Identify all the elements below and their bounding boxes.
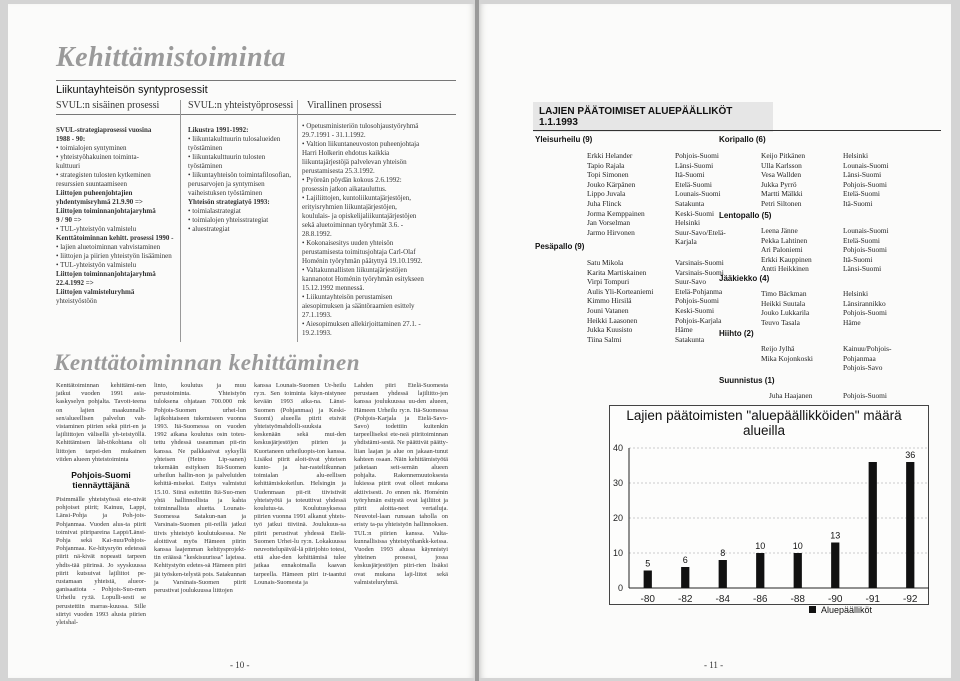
text-line: erityisryhmien liikuntajärjestöjen, [302, 203, 397, 211]
person-name: Petri Siltonen [761, 198, 802, 208]
body-paragraph: Pisimmälle yhteistyössä ete-nivät pohjoiset piirit; Kainuu, Lappi, Länsi-Pohja ja Poh-jois-Pohjanmaa. Vuoden alus-ta piirit toimivat piiripareina Lappi/Länsi-Pohja sekä Kai-nuu/Pohjois-Pohjanmaa. Ke-hitysryön edetessä piirit nä-kivät nopeasti tarpeen yhdis-tää piirinsä. Jo syyskuussa piirit kutsuivat lajiliitot pe-rustamaan yhteistä, alueor-ganisaatiota - Pohjois-Suo-men Urheilu ry:tä. Lopulli-sesti se perustettiin marras-kuussa. Sille siirtyi vuoden 1993 alusta piirien yleishal- [56, 496, 146, 627]
person-name: Jan Vorselman [587, 218, 631, 228]
text-line: • Liikuntayhteisön perustamisen [302, 293, 393, 301]
x-tick-label: -92 [903, 594, 918, 605]
area-name: Etelä-Pohjanma [675, 286, 723, 296]
page-title: Kehittämistoiminta [56, 42, 286, 73]
yleisurheilu-areas [675, 151, 726, 247]
person-name: Jorma Kemppainen [587, 208, 645, 218]
area-name: Itä-Suomi [843, 198, 873, 208]
text-line: Homénin työryhmän päätyttyä 19.10.1992. [302, 257, 423, 265]
list-rule [533, 130, 941, 131]
area-name: Etelä-Suomi [843, 189, 880, 199]
area-name: Itä-Suomi [675, 170, 705, 180]
text-line: prosessin jatkon aikatauluttus. [302, 185, 387, 193]
person-name: Erkki Helander [587, 151, 633, 160]
text-line: • Opetusministeriön tulosohjaustyöryhmä [302, 122, 419, 130]
area-name: Häme [675, 325, 693, 335]
page-number: - 10 - [230, 660, 250, 670]
person-name: Martti Mälkki [761, 189, 803, 199]
koripallo-areas [843, 151, 889, 209]
legend-swatch [809, 606, 816, 613]
person-name: Ulla Karlsson [761, 160, 802, 170]
text-line: kulttuuri [56, 162, 81, 170]
area-name: Lounais-Suomi [675, 189, 721, 199]
area-name: Suur-Savo/Etelä- [675, 227, 726, 237]
page-number: - 11 - [704, 660, 724, 670]
x-tick-label: -88 [790, 594, 805, 605]
body-column-1 [56, 382, 146, 630]
area-name: Häme [843, 317, 861, 327]
text-line: vaiheistuksen työstäminen [188, 189, 263, 197]
bar [906, 462, 914, 588]
area-name: Kainuu/Pohjois- [843, 344, 892, 353]
area-name: Pohjois-Savo [843, 363, 883, 373]
suunnistus-names [769, 391, 812, 401]
column-heading-3: Virallinen prosessi [307, 100, 382, 111]
text-line: • Kokonaisesitys uuden yhteisön [302, 239, 394, 247]
text-line: aiesopimuksen ja sääntöraamien esittely [302, 302, 415, 310]
column-3-text [302, 122, 462, 338]
body-column-4 [354, 382, 448, 590]
text-line: kannanotot Homénin työryhmän esitykseen [302, 275, 424, 283]
person-name: Vesa Wallden [761, 170, 802, 180]
text-line: 15.12.1992 mennessä. [302, 284, 365, 292]
section-hiihto: Hiihto (2) [719, 329, 754, 338]
area-name: Pohjanmaa [843, 353, 876, 363]
person-name: Teuvo Tasala [761, 317, 800, 327]
text-line: SVUL-strategiaprosessi vuosina [56, 126, 152, 134]
person-name: Jouko Lukkarila [761, 308, 810, 318]
person-name: Jouko Kärpänen [587, 179, 636, 189]
text-line: yhteistyöstöön [56, 297, 97, 305]
person-name: Aulis Yli-Korteaniemi [587, 286, 654, 296]
columns-rule [56, 114, 456, 115]
bar [794, 553, 802, 588]
koripallo-names [761, 151, 805, 209]
text-line: Kenttätoiminnan kehitt. prosessi 1990 - [56, 234, 174, 242]
x-tick-label: -84 [715, 594, 730, 605]
text-line: Liittojen puheenjohtajien [56, 189, 133, 197]
area-name: Etelä-Suomi [843, 235, 880, 245]
person-name: Heikki Suutala [761, 298, 806, 308]
x-tick-label: -91 [865, 594, 880, 605]
text-line: 27.1.1993. [302, 311, 332, 319]
area-name: Pohjois-Suomi [675, 151, 719, 160]
person-name: Tiina Salmi [587, 334, 622, 344]
list-title: LAJIEN PÄÄTOIMISET ALUEPÄÄLLIKÖT [539, 106, 733, 117]
text-line: 22.4.1992 => [56, 279, 94, 287]
area-name: Helsinki [675, 218, 701, 228]
text-line: perusarvojen ja syntymisen [188, 180, 265, 188]
section-jaakiekko: Jääkiekko (4) [719, 274, 770, 283]
text-line: 19.2.1993. [302, 329, 332, 337]
section-koripallo: Koripallo (6) [719, 135, 766, 144]
section-pesapallo: Pesäpallo (9) [535, 242, 585, 251]
person-name: Leena Jänne [761, 226, 798, 235]
bar-chart [599, 434, 939, 624]
area-name: Varsinais-Suomi [675, 258, 724, 267]
body-paragraph: linto, koulutus ja muu perustoiminta. Yhteistyön tuloksena ohjataan 700.000 mk Pohjois-Suomen urhei-lun lajikohtaiseen tukemiseen vuonna 1993. Itä-Suomessa on vuoden 1992 aikana koulutus osin toteu-tettu yhdessä useamman pii-rin kanssa. Ne palkkasivat syksyllä yhteisen (Heino Lip-sanen) tekemään esityksen Itä-Suomen urheilun hallin-non ja palveluiden kehittä-miseksi. Esitys valmistui 15.10. Siinä esitettiin Itä-Suo-men yhtä hallinnollista ja kahta toiminnallista aluetta. Lounais-Suomessa Satakun-nan ja Varsinais-Suomen pii-reillä jatkui tiivis yhteistyö koulutuksessa. Ne aloittivat myös Hämeen piirin kanssa laajemman kehitysprojekt-tin eräässä "keskisuurissa" lajeissa. Kehitystyön edetes-sä Hämeen piiri jäi työsken-telystä pois. Satakunnan ja Varsinais-Suomen piirit perustivat joulukuussa liittojen [154, 382, 246, 595]
bar [719, 560, 727, 588]
left-page [8, 4, 475, 678]
section-suunnistus: Suunnistus (1) [719, 376, 775, 385]
person-name: Heikki Laasonen [587, 315, 638, 325]
person-name: Tapio Rajala [587, 160, 625, 170]
list-date: 1.1.1993 [539, 117, 578, 128]
text-line: koululais- ja opiskelijaliikuntajärjestöjen [302, 212, 417, 220]
area-name: Suur-Savo [675, 277, 707, 287]
person-name: Topi Simonen [587, 170, 629, 180]
area-name: Etelä-Suomi [675, 179, 712, 189]
person-name: Erkki Kauppinen [761, 254, 812, 264]
data-label: 6 [682, 555, 688, 565]
person-name: Jukka Kuusisto [587, 325, 633, 335]
area-name: Pohjois-Suomi [675, 296, 719, 306]
area-name: Satakunta [675, 334, 705, 344]
area-name: Pohjois-Karjala [675, 315, 722, 325]
area-name: Pohjois-Suomi [843, 179, 887, 189]
column-heading-2: SVUL:n yhteistyöprosessi [188, 100, 294, 111]
person-name: Virpi Tompuri [587, 277, 630, 287]
column-heading-1: SVUL:n sisäinen prosessi [56, 100, 160, 111]
text-line: 9 / 90 => [56, 216, 82, 224]
bar [756, 553, 764, 588]
bar [831, 543, 839, 589]
person-name: Juha Flinck [587, 198, 622, 208]
bar [681, 567, 689, 588]
area-name: Helsinki [843, 289, 869, 298]
text-line: • lajien aluetoiminnan vahvistaminen [56, 243, 161, 251]
area-name: Länsirannikko [843, 298, 886, 308]
person-name: Timo Bäckman [761, 289, 807, 298]
lentopallo-names [761, 226, 812, 274]
text-line: • strategisten tulosten kytkeminen [56, 171, 151, 179]
hiihto-areas [843, 344, 891, 373]
text-line: Yhteisön strategiatyö 1993: [188, 198, 270, 206]
pesapallo-names [587, 258, 653, 344]
area-name: Satakunta [675, 198, 705, 208]
text-line: • toimialastrategiat [188, 207, 241, 215]
column-2-text [188, 126, 294, 234]
person-name: Lippo Juvala [587, 189, 626, 199]
text-line: Likustra 1991-1992: [188, 126, 249, 134]
bar [644, 571, 652, 589]
area-name: Karjala [675, 237, 697, 247]
text-line: Liittojen toiminnanjohtajaryhmä [56, 207, 156, 215]
person-name: Satu Mikola [587, 258, 624, 267]
person-name: Jukka Pyrrö [761, 179, 797, 189]
y-tick-label: 20 [612, 513, 623, 523]
data-label: 10 [792, 541, 803, 551]
section-lentopallo: Lentopallo (5) [719, 211, 772, 220]
chart-title: Lajien päätoimisten "aluepäällikköiden" määrä alueilla [626, 408, 902, 438]
column-1-text [56, 126, 176, 306]
person-name: Reijo Jylhä [761, 344, 795, 353]
right-page [479, 4, 951, 678]
y-tick-label: 0 [617, 583, 623, 593]
person-name: Jouni Vatanen [587, 305, 629, 315]
text-line: • liikuntakulttuurin tulosten [188, 153, 266, 161]
y-tick-label: 30 [612, 478, 623, 488]
subsection-heading: Kenttätoiminnan kehittäminen [54, 350, 361, 375]
text-line: 1988 - 90: [56, 135, 86, 143]
area-name: Keski-Suomi [675, 208, 715, 218]
list-title-box [533, 102, 773, 132]
suunnistus-areas [843, 391, 887, 401]
text-line: • Valtion liikuntaneuvoston puheenjohtaja [302, 140, 420, 148]
body-column-3 [254, 382, 346, 590]
text-line: • yhteistyöhakuinen toiminta- [56, 153, 139, 161]
text-line: 29.7.1991 - 31.1.1992. [302, 131, 366, 139]
area-name: Pohjois-Suomi [843, 245, 887, 255]
section-title: Liikuntayhteisön syntyprosessit [56, 84, 208, 96]
area-name: Itä-Suomi [843, 254, 873, 264]
text-line: • TUL-yhteistyön valmistelu [56, 261, 137, 269]
x-tick-label: -82 [678, 594, 693, 605]
area-name: Keski-Suomi [675, 305, 715, 315]
body-paragraph: kanssa Lounais-Suomen Ur-heilu ry:n. Sen toiminta käyn-nistynee kevään 1993 aika-na. Länsi-Suomen (Pohjanmaa) ja Keski-Suomi) alueella piirit etsivät yhteistyömahdolli-suuksia keskenään sekä mui-den keskusjärjestöjen piirien ja Kuortaneen urheiluopis-ton kanssa. Lisäksi piirit aloit-tivat yhteisen kunto- ja har-rasteliikunnan toimialan alu-eellisen kehittämiskokeilun. Helsingin ja Uudenmaan pii-rit tiivistivät yhteistyötä ja toteuttivat yhdessä koulutus-ta. Koulutusyksessa piirien vuonna 1991 alkanut yhteis-työ jatkui tiiviinä. Joulukuus-sa piirit perustivat yhdessä Etelä-Suomen Urhei-lu ry:n. Lokakuussa neuvottelupäiväl-lä piirijohto totesi, että alue-den kehittämisä tulee jatkaa ennakoimalla kaavan tarpeella. Hämeen piiri ir-taantui Lounais-Suomesta ja [254, 382, 346, 586]
bar [869, 462, 877, 588]
person-name: Mika Kojonkoski [761, 353, 813, 363]
text-line: perustamisesta toimitusjohtaja Carl-Olaf [302, 248, 416, 256]
x-tick-label: -86 [753, 594, 768, 605]
text-line: • toimialojen syntyminen [56, 144, 127, 152]
text-line: Liittojen valmisteluryhmä [56, 288, 135, 296]
person-name: Kimmo Hirsilä [587, 296, 632, 306]
pesapallo-areas [675, 258, 724, 344]
area-name: Länsi-Suomi [675, 160, 714, 170]
body-column-2 [154, 382, 246, 598]
data-label: 10 [755, 541, 766, 551]
inline-heading: Pohjois-Suomi tiennäyttäjänä [71, 470, 131, 491]
person-name: Pekka Lahtinen [761, 235, 808, 245]
data-label: 36 [905, 450, 916, 460]
text-line: • Valtakunnallisten liikuntajärjestöjen [302, 266, 407, 274]
text-line: • liittojen ja piirien yhteistyön lisääminen [56, 252, 172, 260]
jaakiekko-areas [843, 289, 887, 327]
body-paragraph: Lahden piiri Etelä-Suomesta perustaen yhdessä lajiliitto-jen kanssa joulukuussa uu-den alueen, Hämeen Urheilu ry:n. Itä-Suomessa (Pohjois-Karjala ja Etelä-Savo-Savo) todettiin kuitenkin tarpeelliseksi ete-neä piiritoiminnan yhdistämi-sestä. Ne päättivät päätty-liian laajan ja alue on jakaan-tunut kahteen osaan. Näin kehittämistyötä jatketaan seit-semän alueen pohjalta. Rakennemuutoksesta lukiessa piirit ovat olleet mukana aktiivisesti. Jo ennen nk. Homénin työryhmän esitystä ovat lajiliitot ja piirit aloitta-neet vertailuja. Neuvotel-laan runsaan taholla on eristy ta-pa yhteistyön hallinnoksen. TUL:n piirien kanssa. Valta-kunnallisissa yhteistyöhankk-keissa. Vuoden 1993 alussa käynnistyi yhteinen prosessi, jossa keskusjärjestöjen piiri-rien lisäksi ovat mukana laji-liitot sekä valmisteluryhmä. [354, 382, 448, 586]
person-name: Keijo Pitkänen [761, 151, 806, 160]
section-yleisurheilu: Yleisurheilu (9) [535, 135, 593, 144]
area-name: Lounais-Suomi [843, 160, 889, 170]
title-rule [56, 80, 456, 81]
text-line: yhdentymisryhmä 21.9.90 => [56, 198, 143, 206]
text-line: Harri Holkerin ehdotus kaikkia [302, 149, 390, 157]
jaakiekko-names [761, 289, 809, 327]
column-divider-2 [297, 100, 298, 342]
lentopallo-areas [843, 226, 889, 274]
text-line: • aluestrategiat [188, 225, 230, 233]
x-tick-label: -90 [828, 594, 843, 605]
area-name: Helsinki [843, 151, 869, 160]
text-line: • toimialojen yhteisstrategiat [188, 216, 269, 224]
person-name: Ari Paloniemi [761, 245, 803, 255]
text-line: työstäminen [188, 162, 223, 170]
text-line: resurssien suuntaamiseen [56, 180, 127, 188]
text-line: työstäminen [188, 144, 223, 152]
text-line: liikuntajärjestöjä palvelevan yhteisön [302, 158, 407, 166]
text-line: • Pyöreän pöydän kokous 2.6.1992: [302, 176, 402, 184]
text-line: 28.8.1992. [302, 230, 332, 238]
column-divider-1 [180, 100, 181, 342]
y-tick-label: 40 [612, 443, 623, 453]
text-line: • TUL-yhteistyön valmistelu [56, 225, 137, 233]
person-name: Karita Martiskainen [587, 267, 647, 277]
area-name: Pohjois-Suomi [843, 391, 887, 400]
area-name: Länsi-Suomi [843, 170, 882, 180]
yleisurheilu-names [587, 151, 645, 237]
data-label: 8 [720, 548, 726, 558]
text-line: • Lajiliittojen, kuntoliikuntajärjestöjen, [302, 194, 411, 202]
area-name: Länsi-Suomi [843, 264, 882, 274]
text-line: • liikuntayhteisön toimintafilosofian, [188, 171, 291, 179]
person-name: Jarmo Hirvonen [587, 227, 635, 237]
text-line: perustamisesta 25.3.1992. [302, 167, 375, 175]
text-line: • Aiesopimuksen allekirjoittaminen 27.1. - [302, 320, 421, 328]
area-name: Pohjois-Suomi [843, 308, 887, 318]
area-name: Lounais-Suomi [843, 226, 889, 235]
body-paragraph: Kenttätoiminnan kehittämi-nen jatkui vuoden 1991 asia-kaskyselyn pohjalta. Tavoit-teena on lajien maakunnalli-sen/alueellisen palvelun vah-vistaminen piirien sekä piiri-en ja lajiliittojen välisellä yh-teistyöllä. Kehittämisen läh-tökohtana oli liittojen tarpei-den mukainen viiden alueen yhteistoiminta [56, 382, 146, 463]
text-line: • liikuntakulttuurin tulosalueiden [188, 135, 281, 143]
y-tick-label: 10 [612, 548, 623, 558]
legend-label: Aluepäälliköt [821, 605, 873, 615]
text-line: sekä aluetoiminnan työryhmät 3.6. - [302, 221, 404, 229]
person-name: Juha Haajanen [769, 391, 813, 400]
data-label: 13 [830, 530, 841, 541]
person-name: Antti Heikkinen [761, 264, 809, 274]
hiihto-names [761, 344, 813, 363]
data-label: 5 [645, 558, 651, 569]
x-tick-label: -80 [640, 594, 655, 605]
text-line: Liittojen toiminnanjohtajaryhmä [56, 270, 156, 278]
area-name: Varsinais-Suomi [675, 267, 724, 277]
